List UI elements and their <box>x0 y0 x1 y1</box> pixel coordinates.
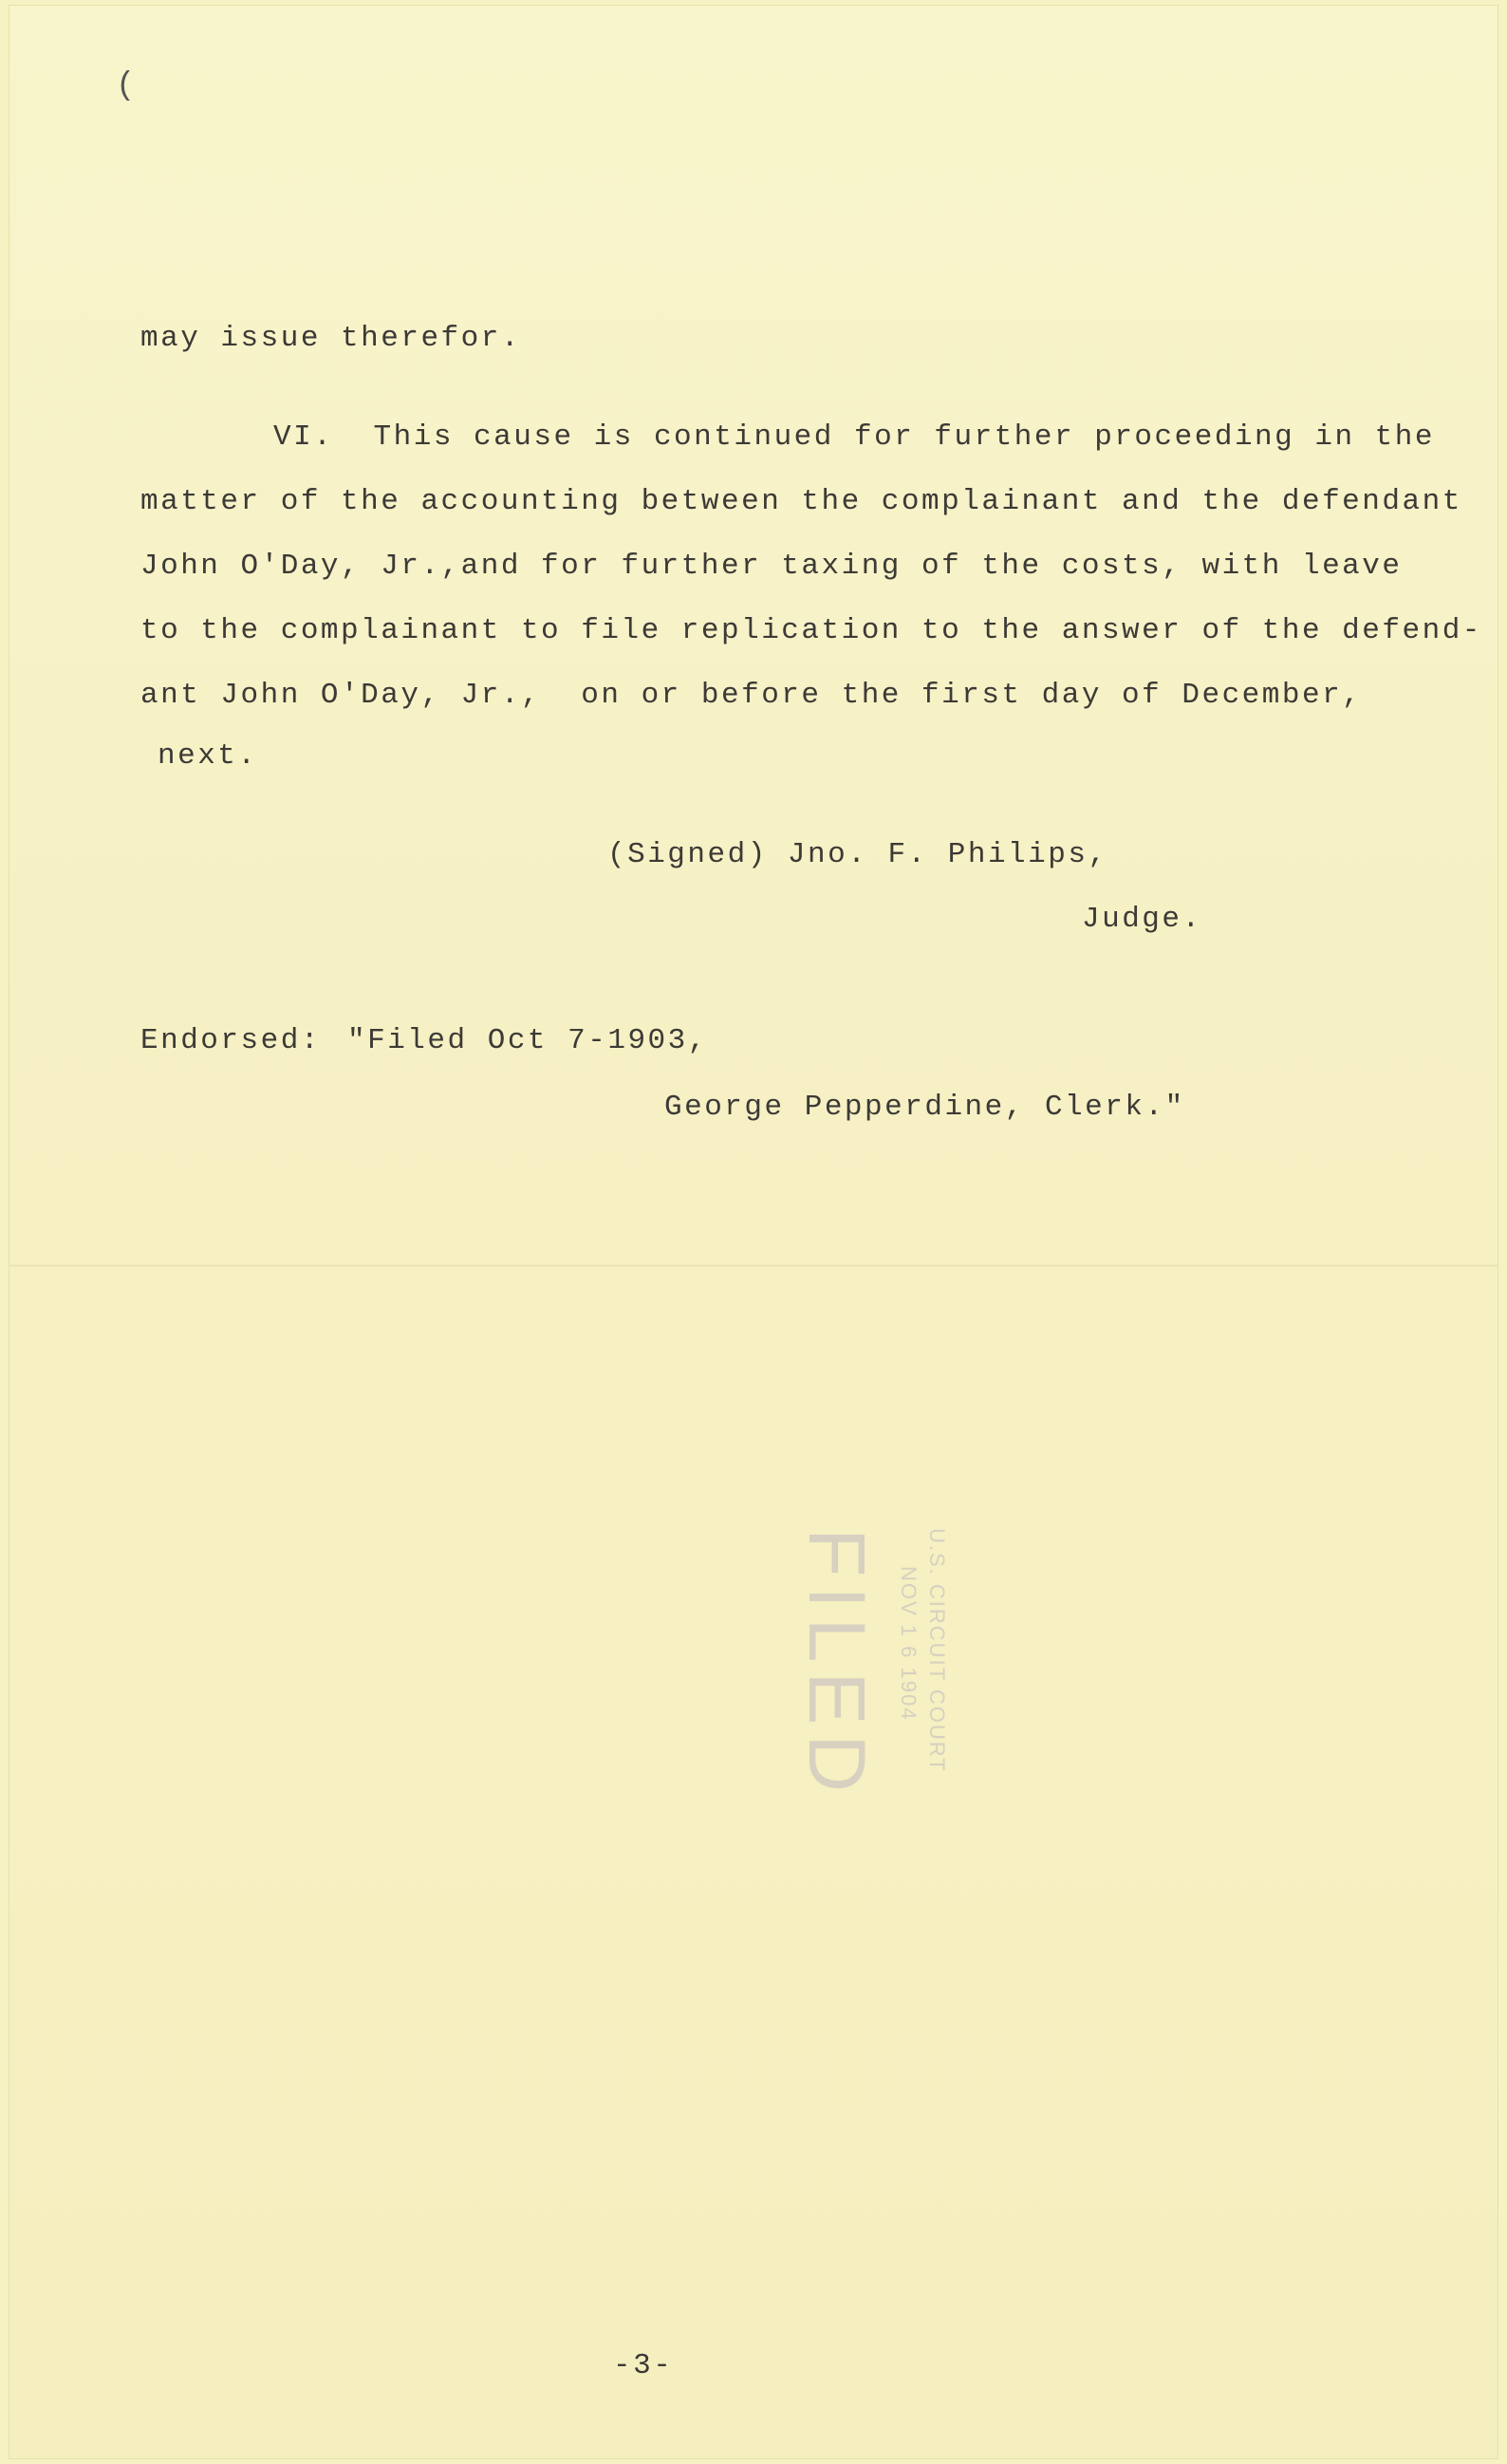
clerk-line: George Pepperdine, Clerk." <box>664 1091 1185 1124</box>
judge-title: Judge. <box>1082 903 1202 936</box>
stamp-word: FILED <box>792 1528 882 1802</box>
filed-date: "Filed Oct 7-1903, <box>347 1024 708 1057</box>
paper-fold <box>9 1264 1498 1267</box>
page-number: -3- <box>613 2349 674 2382</box>
filed-stamp <box>740 1490 987 1802</box>
stamp-date: NOV 1 6 1904 <box>897 1566 921 1722</box>
paper-mark: ( <box>116 68 136 104</box>
text-line-3: matter of the accounting between the complainant and the defendant <box>140 485 1462 518</box>
text-line-5: to the complainant to file replication to the answer of the defend- <box>140 614 1482 647</box>
signature-line: (Signed) Jno. F. Philips, <box>607 838 1108 871</box>
text-line-6: ant John O'Day, Jr., on or before the first day of December, <box>140 679 1363 712</box>
text-line-4: John O'Day, Jr.,and for further taxing of the costs, with leave <box>140 550 1403 583</box>
stamp-office: U.S. CIRCUIT COURT <box>925 1528 949 1773</box>
text-line-7: next. <box>158 739 258 773</box>
text-line-1: may issue therefor. <box>140 322 521 355</box>
paper-sheet <box>9 6 1498 2458</box>
text-line-2: VI. This cause is continued for further proceeding in the <box>273 420 1435 454</box>
endorsed-label: Endorsed: <box>140 1024 321 1057</box>
